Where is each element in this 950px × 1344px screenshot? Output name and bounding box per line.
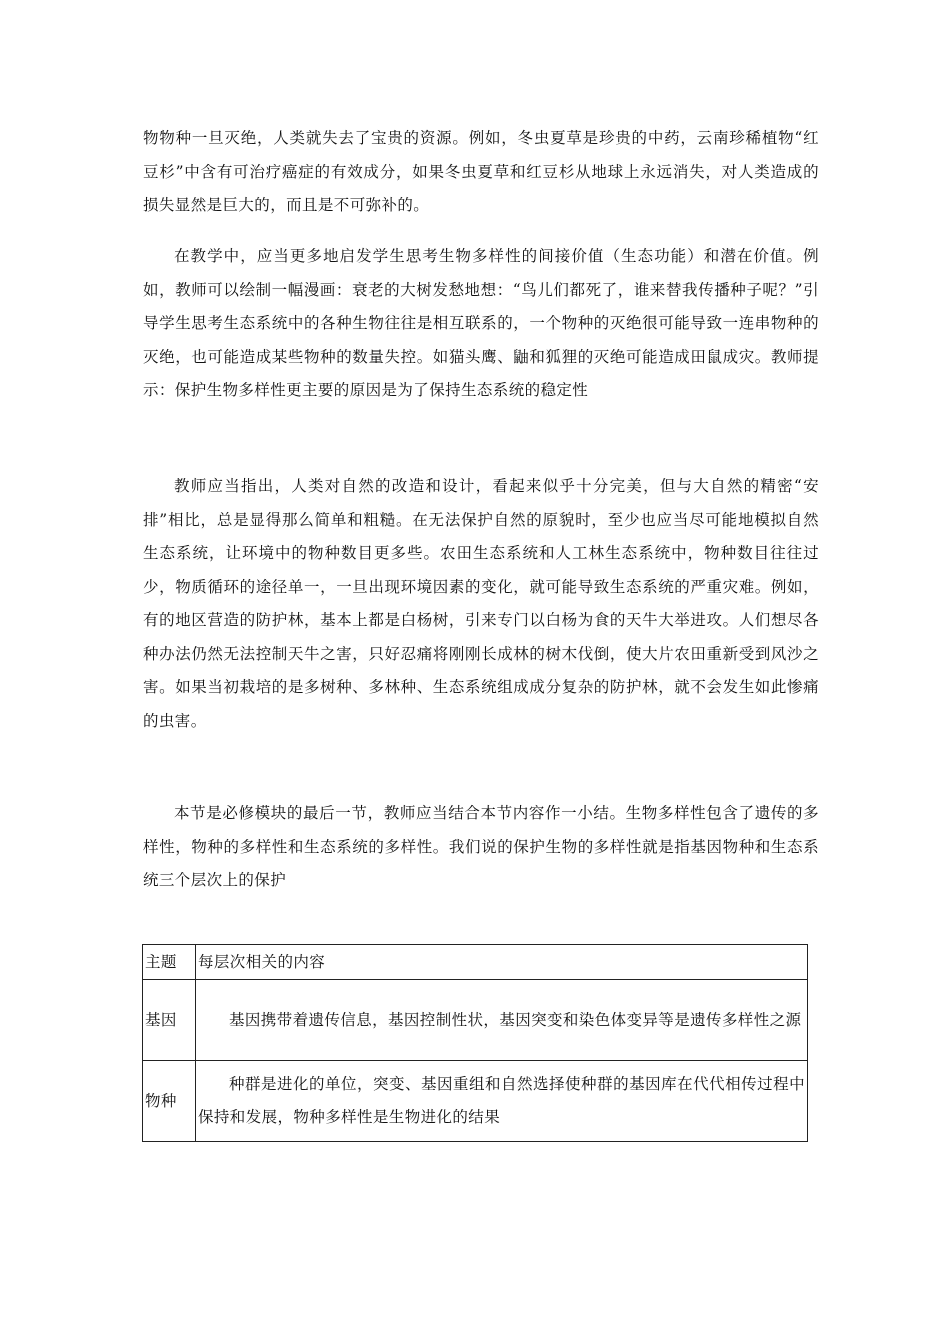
- paragraph-species-resources: 物物种一旦灭绝，人类就失去了宝贵的资源。例如，冬虫夏草是珍贵的中药，云南珍稀植物“红豆杉”中含有可治疗癌症的有效成分，如果冬虫夏草和红豆杉从地球上永远消失，对人类造成的损失显然是巨大的，而且是不可弥补的。: [143, 129, 819, 214]
- table-cell-topic-gene: 基因: [143, 980, 196, 1061]
- biodiversity-levels-table: [142, 944, 808, 1142]
- table-cell-content-species: 种群是进化的单位，突变、基因重组和自然选择使种群的基因库在代代相传过程中保持和发展，物种多样性是生物进化的结果: [196, 1061, 808, 1142]
- table-cell-content-gene: 基因携带着遗传信息，基因控制性状，基因突变和染色体变异等是遗传多样性之源: [196, 980, 808, 1061]
- table-header-row: [143, 945, 808, 980]
- paragraph-summary: 本节是必修模块的最后一节，教师应当结合本节内容作一小结。生物多样性包含了遗传的多样性，物种的多样性和生态系统的多样性。我们说的保护生物的多样性就是指基因物种和生态系统三个层次上的保护: [143, 804, 819, 889]
- table-header-topic: 主题: [143, 945, 196, 980]
- table-header-content: 每层次相关的内容: [196, 945, 808, 980]
- paragraph-ecosystem-design: 教师应当指出，人类对自然的改造和设计，看起来似乎十分完美，但与大自然的精密“安排”相比，总是显得那么简单和粗糙。在无法保护自然的原貌时，至少也应当尽可能地模拟自然生态系统，让环境中的物种数目更多些。农田生态系统和人工林生态系统中，物种数目往往过少，物质循环的途径单一，一旦出现环境因素的变化，就可能导致生态系统的严重灾难。例如，有的地区营造的防护林，基本上都是白杨树，引来专门以白杨为食的天牛大举进攻。人们想尽各种办法仍然无法控制天牛之害，只好忍痛将刚刚长成林的树木伐倒，使大片农田重新受到风沙之害。如果当初栽培的是多树种、多林种、生态系统组成成分复杂的防护林，就不会发生如此惨痛的虫害。: [143, 477, 819, 730]
- table-cell-topic-species: 物种: [143, 1061, 196, 1142]
- table-row: [143, 1061, 808, 1142]
- paragraph-indirect-value: 在教学中，应当更多地启发学生思考生物多样性的间接价值（生态功能）和潜在价值。例如，教师可以绘制一幅漫画：衰老的大树发愁地想：“鸟儿们都死了，谁来替我传播种子呢？”引导学生思考生态系统中的各种生物往往是相互联系的，一个物种的灭绝很可能导致一连串物种的灭绝，也可能造成某些物种的数量失控。如猫头鹰、鼬和狐狸的灭绝可能造成田鼠成灾。教师提示：保护生物多样性更主要的原因是为了保持生态系统的稳定性: [143, 247, 819, 399]
- table-row: [143, 980, 808, 1061]
